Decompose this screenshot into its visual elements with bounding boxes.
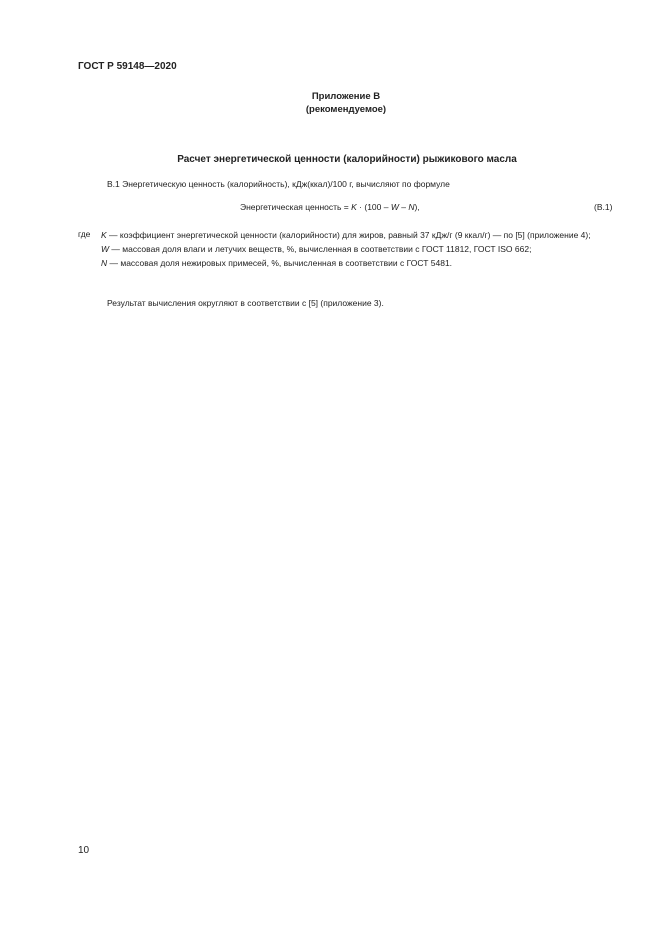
formula-dash: – — [398, 202, 409, 212]
formula-end: ), — [414, 202, 420, 212]
energy-formula — [240, 202, 420, 212]
definition-text: — массовая доля влаги и летучих веществ, %, вычисленная в соответствии с ГОСТ 11812, ГОСТ ISO 662; — [109, 244, 532, 254]
section-title: Расчет энергетической ценности (калорийности) рыжикового масла — [177, 154, 517, 165]
formula-k: K — [351, 202, 357, 212]
definition-symbol: N — [101, 258, 108, 268]
formula-mid: · (100 – — [356, 202, 391, 212]
result-note: Результат вычисления округляют в соответствии с [5] (приложение 3). — [107, 298, 384, 308]
annex-status: (рекомендуемое) — [305, 104, 387, 115]
definition-symbol: K — [101, 230, 107, 240]
where-label: где — [78, 229, 91, 239]
standard-header: ГОСТ Р 59148—2020 — [78, 61, 177, 72]
definition-w — [101, 243, 614, 255]
definition-k — [101, 229, 614, 241]
formula-w: W — [390, 202, 399, 212]
clause-b1: В.1 Энергетическую ценность (калорийность), кДж(ккал)/100 г, вычисляют по формуле — [107, 179, 450, 189]
formula-n: N — [408, 202, 415, 212]
annex-title: Приложение В — [311, 91, 381, 102]
definition-text: — массовая доля нежировых примесей, %, вычисленная в соответствии с ГОСТ 5481. — [107, 258, 453, 268]
formula-lhs: Энергетическая ценность = — [240, 202, 352, 212]
definition-symbol: W — [101, 244, 110, 254]
definition-text: — коэффициент энергетической ценности (калорийности) для жиров, равный 37 кДж/г (9 ккал/г) — по [5] (приложение 4); — [106, 230, 591, 240]
definition-list — [101, 229, 614, 269]
formula-number: (В.1) — [594, 202, 613, 212]
page-number: 10 — [78, 845, 90, 856]
definition-n — [101, 257, 614, 269]
